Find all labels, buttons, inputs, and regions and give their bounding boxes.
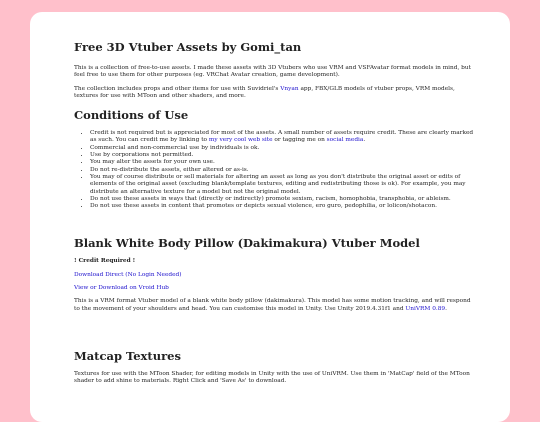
matcap-description: Textures for use with the MToon Shader, for editing models in Unity with the use of UniVRM. Use them in 'MatCap' field of the MToon shader to add shine to materials. Right Click and 'Save As' to download.: [74, 370, 470, 385]
conditions-item: • Do not re-distribute the assets, either altered or as-is.: [90, 167, 476, 174]
intro-paragraph: [74, 65, 476, 80]
intro-text-2b: app, FBX/GLB models of vtuber props, VRM models, textures for use with MToon and other shaders, and more.: [74, 85, 455, 99]
conditions-item: • Do not use these assets in ways that (directly or indirectly) promote sexism, racism, homophobia, transphobia, or ableism.: [90, 196, 476, 203]
content-card: [30, 12, 510, 422]
conditions-item: • You may of course distribute or sell materials for altering an asset as long as you don't distribute the original asset or edits of elements of the original asset (excluding blank/template textures, editing and redistributing those is ok). For example, you may distribute an alternative texture for a model but not the original model.: [90, 174, 476, 196]
intro-paragraph-2: [74, 86, 476, 101]
conditions-list: [74, 130, 476, 210]
intro-text: This is a collection of free-to-use assets. I made these assets with 3D Vtubers who use VRM and VSFAvatar format models in mind, but feel free to use them for other purposes (eg. VRChat Avatar creation, game development).: [74, 65, 471, 79]
social-media-link[interactable]: social media: [326, 137, 364, 144]
pillow-heading: Blank White Body Pillow (Dakimakura) Vtuber Model: [74, 236, 420, 251]
vroid-paragraph: [74, 285, 476, 292]
vnyan-link[interactable]: Vnyan: [280, 85, 299, 92]
vroid-hub-link[interactable]: View or Download on Vroid Hub: [74, 285, 169, 292]
spacer: [74, 319, 476, 349]
pillow-desc-text: This is a VRM format Vtuber model of a blank white body pillow (dakimakura). This model has some motion tracking, and will respond to the movement of your shoulders and head. You can customise this model in Unity. Use Unity 2019.4.31f1 and: [74, 298, 471, 312]
conditions-heading: Conditions of Use: [74, 108, 189, 123]
conditions-item: • Use by corporations not permitted.: [90, 152, 476, 159]
condition-text: or tagging me on: [272, 137, 327, 144]
page-title: Free 3D Vtuber Assets by Gomi_tan: [74, 40, 302, 54]
website-link[interactable]: my very cool web site: [208, 137, 273, 144]
conditions-item: • You may alter the assets for your own use.: [90, 159, 476, 166]
credit-required-notice: ! Credit Required !: [74, 258, 136, 265]
intro-text-2a: The collection includes props and other items for use with Suvidriel's: [74, 85, 281, 92]
conditions-item: • Do not use these assets in content that promotes or depicts sexual violence, ero guro, pedophilia, or lolicon/shotacon.: [90, 203, 476, 210]
pillow-desc-end: .: [445, 305, 447, 312]
spacer: [74, 210, 476, 236]
condition-text: .: [363, 137, 366, 144]
conditions-item: [90, 130, 476, 145]
matcap-heading: Matcap Textures: [74, 348, 181, 363]
conditions-item: • Commercial and non-commercial use by individuals is ok.: [90, 145, 476, 152]
download-direct-link[interactable]: Download Direct (No Login Needed): [74, 271, 182, 278]
univrm-link[interactable]: UniVRM 0.89: [405, 305, 446, 312]
download-paragraph: [74, 272, 476, 279]
condition-text: Credit is not required but is appreciated for most of the assets. A small number of assets require credit. These are clearly marked as such. You can credit me by linking to: [90, 130, 474, 144]
pillow-description: [74, 298, 476, 313]
